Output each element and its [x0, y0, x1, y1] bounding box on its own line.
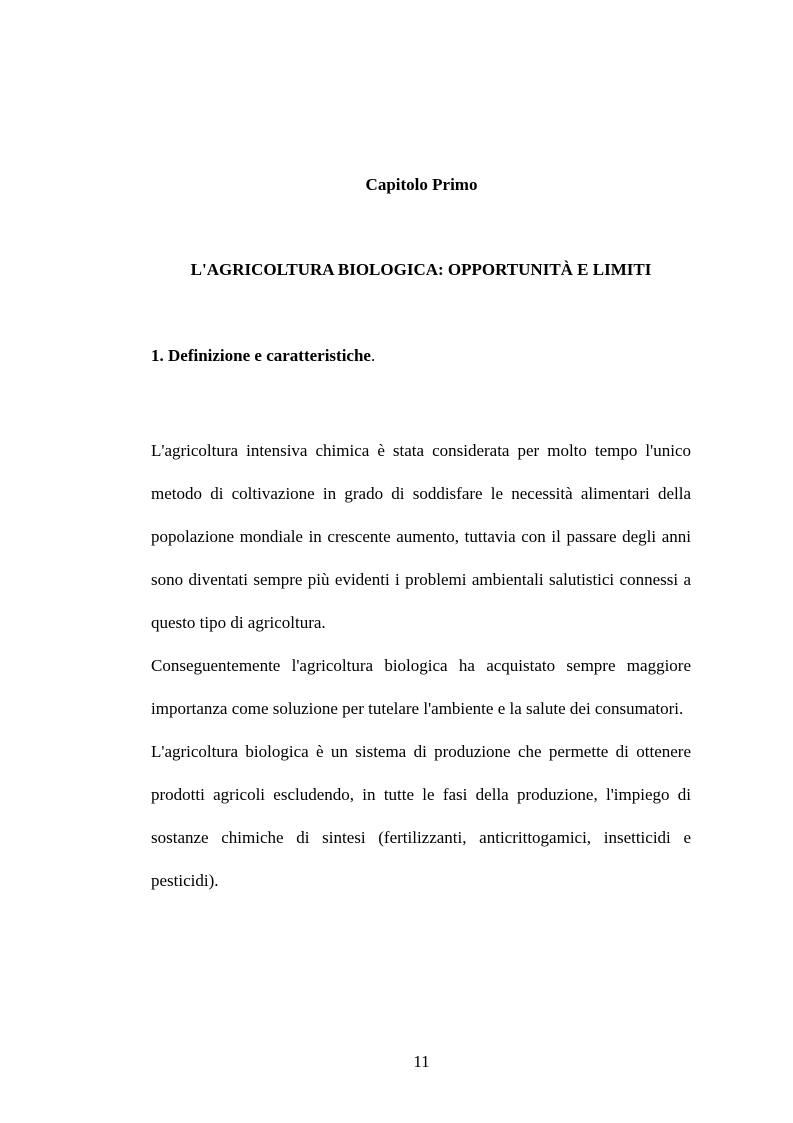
paragraph: Conseguentemente l'agricoltura biologica ha acquistato sempre maggiore importanza come soluzione per tutelare l'ambiente e la salute dei consumatori.	[151, 656, 691, 718]
body-text	[151, 429, 691, 902]
page-number: 11	[413, 1052, 430, 1071]
paragraph: L'agricoltura intensiva chimica è stata considerata per molto tempo l'unico metodo di coltivazione in grado di soddisfare le necessità alimentari della popolazione mondiale in crescente aumento, tuttavia con il passare degli anni sono diventati sempre più evidenti i problemi ambientali salutistici connessi a questo tipo di agricoltura.	[151, 441, 691, 632]
chapter-title: L'AGRICOLTURA BIOLOGICA: OPPORTUNITÀ E LIMITI	[190, 260, 652, 279]
section-heading	[151, 345, 375, 367]
section-heading-punct: .	[370, 346, 376, 365]
paragraph: L'agricoltura biologica è un sistema di produzione che permette di ottenere prodotti agricoli escludendo, in tutte le fasi della produzione, l'impiego di sostanze chimiche di sintesi (fertilizzanti, anticrittogamici, insetticidi e pesticidi).	[151, 742, 691, 890]
section-heading-text: 1. Definizione e caratteristiche	[151, 346, 371, 365]
chapter-label: Capitolo Primo	[365, 175, 478, 194]
